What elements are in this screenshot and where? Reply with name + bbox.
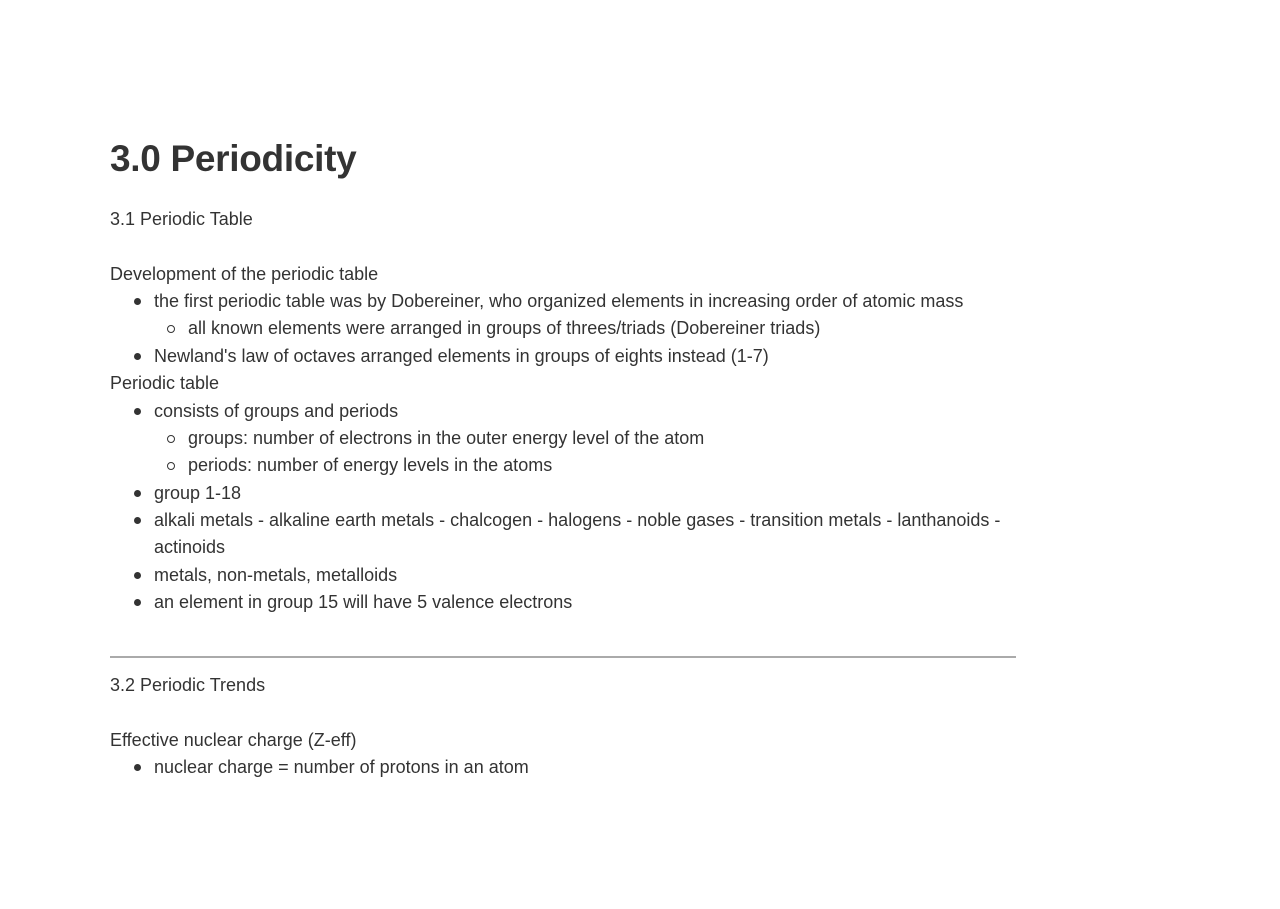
list-item-text: consists of groups and periods — [154, 401, 399, 421]
list-item-text: nuclear charge = number of protons in an atom — [154, 757, 529, 777]
list-item-text: alkali metals - alkaline earth metals - chalcogen - halogens - noble gases - transition metals - lanthanoids - actinoids — [154, 510, 1001, 557]
periodic-table-label: Periodic table — [110, 373, 220, 393]
bullet-icon — [134, 490, 141, 497]
sublist-item-text: periods: number of energy levels in the atoms — [188, 455, 553, 475]
development-label: Development of the periodic table — [110, 264, 379, 284]
bullet-icon — [134, 572, 141, 579]
section-divider — [110, 656, 1016, 658]
list-item-text: group 1-18 — [154, 483, 242, 503]
sublist-item-text: groups: number of electrons in the outer energy level of the atom — [188, 428, 705, 448]
hollow-bullet-icon — [167, 462, 175, 470]
section-heading-periodic-trends: 3.2 Periodic Trends — [110, 675, 266, 695]
bullet-icon — [134, 353, 141, 360]
bullet-icon — [134, 298, 141, 305]
bullet-icon — [134, 517, 141, 524]
hollow-bullet-icon — [167, 435, 175, 443]
zeff-label: Effective nuclear charge (Z-eff) — [110, 730, 357, 750]
hollow-bullet-icon — [167, 325, 175, 333]
list-item-text: the first periodic table was by Dobereiner, who organized elements in increasing order of atomic mass — [154, 291, 964, 311]
sublist-item-text: all known elements were arranged in groups of threes/triads (Dobereiner triads) — [188, 318, 821, 338]
list-item-text: Newland's law of octaves arranged elements in groups of eights instead (1-7) — [154, 346, 769, 366]
list-item-text: metals, non-metals, metalloids — [154, 565, 398, 585]
page-title: 3.0 Periodicity — [110, 138, 357, 179]
bullet-icon — [134, 408, 141, 415]
section-heading-periodic-table: 3.1 Periodic Table — [110, 209, 253, 229]
list-item-text: an element in group 15 will have 5 valence electrons — [154, 592, 573, 612]
bullet-icon — [134, 599, 141, 606]
bullet-icon — [134, 764, 141, 771]
